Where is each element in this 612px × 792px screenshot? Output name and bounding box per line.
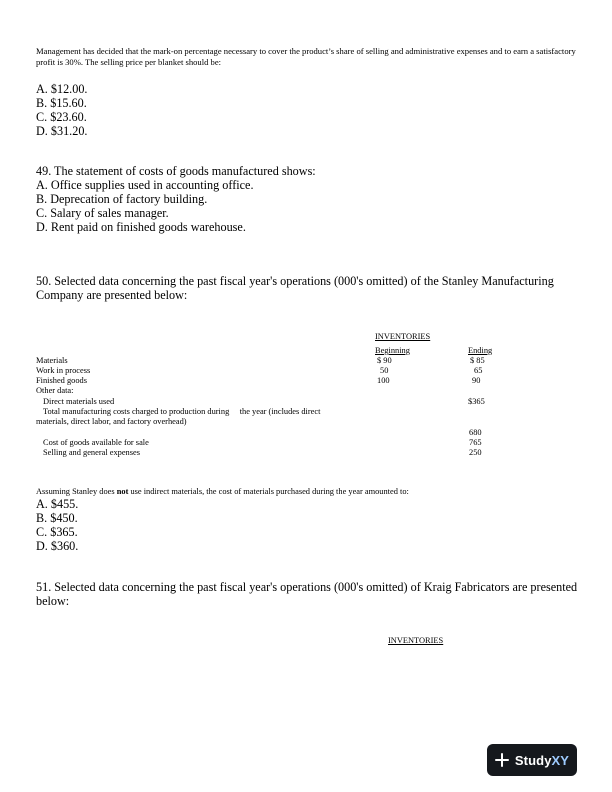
q48-option-a: A. $12.00. xyxy=(36,82,88,96)
q50-option-b: B. $450. xyxy=(36,511,78,525)
row-materials-label: Materials xyxy=(36,356,68,365)
total-mfg-line2: materials, direct labor, and factory overhead) xyxy=(36,417,187,426)
row-wip-beginning: 50 xyxy=(380,366,389,375)
cogas-value: 765 xyxy=(469,438,482,447)
col-beginning: Beginning xyxy=(375,346,410,355)
q48-options xyxy=(36,82,87,138)
brand-main: Study xyxy=(514,752,552,768)
q50-question-post: use indirect materials, the cost of materials purchased during the year amounted to: xyxy=(128,487,409,496)
row-materials-ending: $ 85 xyxy=(470,356,485,365)
q48-stem: Management has decided that the mark-on percentage necessary to cover the product’s share of selling and administrative expenses and to earn a satisfactory profit is 30%. The selling price per blanket should be: xyxy=(36,46,576,67)
row-wip-label: Work in process xyxy=(36,366,91,375)
q48-option-d: D. $31.20. xyxy=(36,124,88,138)
q49-option-b: B. Deprecation of factory building. xyxy=(36,192,208,206)
total-mfg-line1: Total manufacturing costs charged to production during the year (includes direct xyxy=(43,407,321,416)
plus-icon xyxy=(495,753,509,767)
q50-stem xyxy=(36,274,554,302)
q48-option-c: C. $23.60. xyxy=(36,110,87,124)
q50-option-d: D. $360. xyxy=(36,539,79,553)
direct-materials-label: Direct materials used xyxy=(43,397,115,406)
q49-option-a: A. Office supplies used in accounting office. xyxy=(36,178,254,192)
other-data-label: Other data: xyxy=(36,386,74,395)
q51-stem-line2: below: xyxy=(36,594,70,608)
studyxy-badge[interactable] xyxy=(487,744,577,776)
q50-question xyxy=(36,487,409,497)
q51-stem-line1: 51. Selected data concerning the past fiscal year's operations (000's omitted) of Kraig Fabricators are presented xyxy=(36,580,578,594)
q50-stem-line2: Company are presented below: xyxy=(36,288,188,302)
q50-question-bold: not xyxy=(116,487,129,496)
q50-options xyxy=(36,497,78,553)
q49-option-c: C. Salary of sales manager. xyxy=(36,206,169,220)
q50-option-c: C. $365. xyxy=(36,525,78,539)
col-ending: Ending xyxy=(468,346,493,355)
row-materials-beginning: $ 90 xyxy=(377,356,392,365)
q48-option-b: B. $15.60. xyxy=(36,96,87,110)
q49-option-d: D. Rent paid on finished goods warehouse. xyxy=(36,220,246,234)
selling-label: Selling and general expenses xyxy=(43,448,140,457)
q49-block xyxy=(36,164,316,234)
studyxy-logo xyxy=(515,753,569,768)
q50-stem-line1: 50. Selected data concerning the past fiscal year's operations (000's omitted) of the Stanley Manufacturing xyxy=(36,274,554,288)
q51-inventories-heading: INVENTORIES xyxy=(388,636,444,645)
row-fg-beginning: 100 xyxy=(377,376,390,385)
q50-question-pre: Assuming Stanley does xyxy=(36,487,117,496)
inventories-heading: INVENTORIES xyxy=(375,332,431,341)
cogas-label: Cost of goods available for sale xyxy=(43,438,149,447)
q51-stem xyxy=(36,580,577,608)
brand-accent: XY xyxy=(551,752,570,768)
q50-option-a: A. $455. xyxy=(36,497,79,511)
q49-stem: 49. The statement of costs of goods manufactured shows: xyxy=(36,164,316,178)
selling-value: 250 xyxy=(469,448,482,457)
row-fg-label: Finished goods xyxy=(36,376,87,385)
direct-materials-value: $365 xyxy=(468,397,485,406)
total-mfg-value: 680 xyxy=(469,428,482,437)
row-fg-ending: 90 xyxy=(472,376,481,385)
row-wip-ending: 65 xyxy=(474,366,483,375)
